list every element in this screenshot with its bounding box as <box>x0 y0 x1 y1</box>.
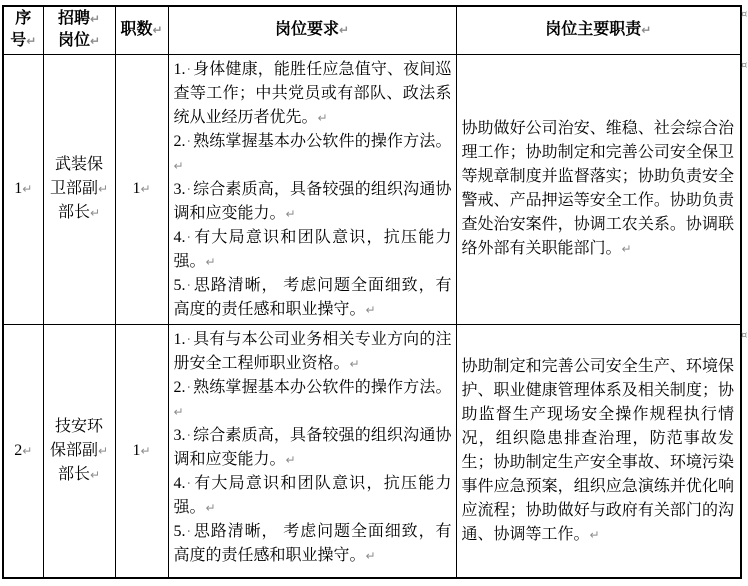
requirement-number: 4. <box>173 228 186 246</box>
position-line: 部长↵ <box>57 204 101 221</box>
line-break-mark-icon: ↵ <box>22 182 33 196</box>
requirement-item <box>174 178 452 226</box>
space-mark-icon: · <box>186 427 191 444</box>
header-position-line2: 岗位 <box>57 32 90 50</box>
space-mark-icon: · <box>186 181 191 198</box>
header-index <box>3 6 43 54</box>
line-break-mark-icon: ↵ <box>338 23 350 38</box>
table-row <box>3 54 741 324</box>
requirement-item <box>174 274 452 322</box>
requirement-number: 5. <box>173 522 186 540</box>
line-break-mark-icon: ↵ <box>621 242 632 256</box>
line-break-mark-icon: ↵ <box>205 500 216 515</box>
requirement-item <box>174 58 452 130</box>
requirement-number: 1. <box>173 60 186 78</box>
index-value: 2 <box>14 441 23 459</box>
row-end-mark-icon: ¤ <box>741 330 748 341</box>
cell-requirements <box>168 324 456 578</box>
requirement-text: 思路清晰， 考虑问题全面细致，有高度的责任感和职业操守。 <box>173 276 452 318</box>
line-break-mark-icon: ↵ <box>589 527 600 542</box>
space-mark-icon: · <box>186 475 191 492</box>
requirement-text: 思路清晰， 考虑问题全面细致，有高度的责任感和职业操守。 <box>173 522 452 564</box>
line-break-mark-icon: ↵ <box>89 12 101 27</box>
cell-index <box>3 54 43 324</box>
line-break-mark-icon: ↵ <box>22 443 33 458</box>
requirement-item <box>174 424 452 472</box>
table-row <box>3 324 741 578</box>
requirement-text: 熟练掌握基本办公软件的操作方法。 <box>192 378 452 396</box>
requirement-number: 2. <box>173 132 186 150</box>
line-break-mark-icon: ↵ <box>641 23 652 38</box>
line-break-mark-icon: ↵ <box>173 404 184 419</box>
requirement-number: 1. <box>173 330 186 348</box>
header-position <box>43 6 115 54</box>
line-break-mark-icon: ↵ <box>205 254 216 269</box>
requirement-number: 4. <box>173 474 186 492</box>
cell-index <box>3 324 43 578</box>
requirement-text: 有大局意识和团队意识，抗压能力强。 <box>173 228 452 270</box>
duties-text: 协助做好公司治安、维稳、社会综合治理工作；协助制定和完善公司安全保卫等规章制度并监督落实；协助负责安全警戒、产品押运等安全工作。协助负责查处治安案件，协调工农关系。协调联络外部有关职能部门。↵ <box>461 120 734 257</box>
line-break-mark-icon: ↵ <box>97 443 109 458</box>
header-requirements: 岗位要求↵ <box>168 6 456 54</box>
requirement-item <box>174 520 452 568</box>
cell-duties <box>456 324 741 578</box>
line-break-mark-icon: ↵ <box>285 452 296 467</box>
space-mark-icon: · <box>186 229 191 246</box>
line-break-mark-icon: ↵ <box>89 34 101 49</box>
header-position-line1: 招聘 <box>57 10 90 28</box>
space-mark-icon: · <box>186 61 191 78</box>
requirement-text: 熟练掌握基本办公软件的操作方法。 <box>192 132 452 150</box>
requirement-item <box>174 376 452 424</box>
cell-requirements <box>168 54 456 324</box>
duties-text: 协助制定和完善公司安全生产、环境保护、职业健康管理体系及相关制度；协助监督生产现场安全操作规程执行情况，组织隐患排查治理，防范事故发生；协助制定生产安全事故、环境污染事件应急预案，组织应急演练并优化响应流程；协助做好与政府有关部门的沟通、协调等工作。↵ <box>461 357 734 543</box>
position-line: 卫部副↵ <box>49 180 109 197</box>
line-break-mark-icon: ↵ <box>89 206 101 220</box>
line-break-mark-icon: ↵ <box>317 110 328 125</box>
cell-duties <box>456 54 741 324</box>
cell-count <box>115 324 168 578</box>
cell-position <box>43 54 115 324</box>
requirement-text: 有大局意识和团队意识，抗压能力强。 <box>173 474 452 516</box>
line-break-mark-icon: ↵ <box>365 302 376 317</box>
space-mark-icon: · <box>186 331 191 348</box>
position-line: 部长↵ <box>57 465 101 483</box>
requirement-number: 3. <box>173 426 186 444</box>
position-line: 技安环 <box>54 417 103 435</box>
requirement-item <box>174 226 452 274</box>
recruitment-positions-table <box>2 5 742 579</box>
line-break-mark-icon: ↵ <box>140 443 151 458</box>
requirement-item <box>174 328 452 376</box>
requirement-number: 5. <box>173 276 186 294</box>
cell-count <box>115 54 168 324</box>
line-break-mark-icon: ↵ <box>365 548 376 563</box>
line-break-mark-icon: ↵ <box>140 182 151 196</box>
header-count: 职数↵ <box>115 6 168 54</box>
line-break-mark-icon: ↵ <box>152 23 163 38</box>
header-index-line2: 号 <box>10 32 27 50</box>
position-line: 保部副↵ <box>49 441 109 459</box>
requirement-text: 综合素质高，具备较强的组织沟通协调和应变能力。 <box>173 426 452 468</box>
space-mark-icon: · <box>186 277 191 294</box>
line-break-mark-icon: ↵ <box>285 206 296 221</box>
count-value: 1 <box>132 180 141 197</box>
space-mark-icon: · <box>186 133 191 150</box>
cell-position <box>43 324 115 578</box>
requirement-text: 身体健康，能胜任应急值守、夜间巡查等工作；中共党员或有部队、政法系统从业经历者优先。 <box>173 60 452 126</box>
requirement-text: 具有与本公司业务相关专业方向的注册安全工程师职业资格。 <box>173 330 452 372</box>
line-break-mark-icon: ↵ <box>89 467 101 482</box>
requirement-number: 2. <box>173 378 186 396</box>
header-index-line1: 序 <box>15 10 32 28</box>
space-mark-icon: · <box>186 379 191 396</box>
line-break-mark-icon: ↵ <box>26 34 37 49</box>
header-row <box>3 6 741 54</box>
line-break-mark-icon: ↵ <box>173 158 184 173</box>
requirement-number: 3. <box>173 180 186 198</box>
requirement-text: 综合素质高，具备较强的组织沟通协调和应变能力。 <box>173 180 452 222</box>
requirement-item <box>174 130 452 178</box>
count-value: 1 <box>132 441 141 459</box>
index-value: 1 <box>14 180 23 197</box>
line-break-mark-icon: ↵ <box>97 182 109 196</box>
row-end-mark-icon: ¤ <box>741 60 748 71</box>
space-mark-icon: · <box>186 523 191 540</box>
line-break-mark-icon: ↵ <box>349 356 360 371</box>
row-end-mark-icon: ¤ <box>741 9 748 20</box>
header-duties: 岗位主要职责↵ <box>456 6 741 54</box>
requirement-item <box>174 472 452 520</box>
position-line: 武装保 <box>54 156 103 173</box>
